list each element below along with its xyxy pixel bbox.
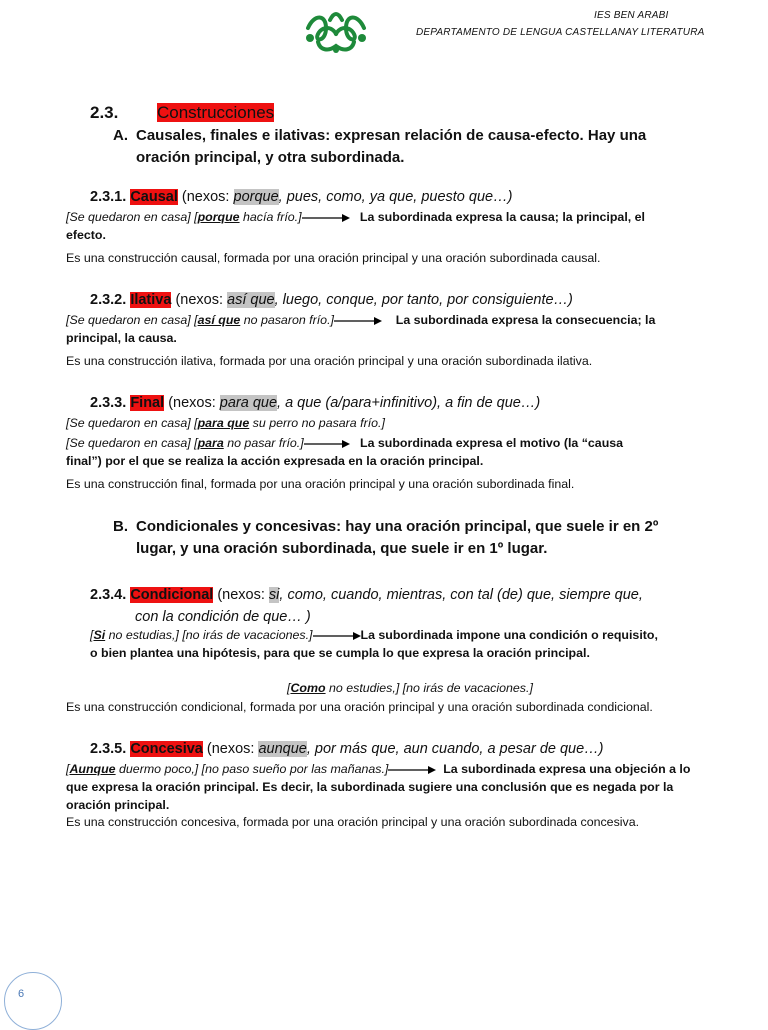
concesiva-label: Concesiva: [130, 741, 203, 757]
section-title: Construcciones: [157, 103, 275, 122]
final-example-2: [Se quedaron en casa] [para no pasar frío.] La subordinada expresa el motivo (la “causa final”) por el que se realiza la acción expresada en la oración principal.: [66, 436, 624, 468]
concesiva-heading: 2.3.5. Concesiva (nexos: aunque, por más que, aun cuando, a pesar de que…): [90, 741, 604, 757]
ilativa-heading: 2.3.2. Ilativa (nexos: así que, luego, conque, por tanto, por consiguiente…): [90, 292, 573, 308]
arrow-right-icon: [334, 316, 382, 326]
ilativa-description: Es una construcción ilativa, formada por una oración principal y una oración subordinada ilativa.: [66, 354, 593, 368]
final-description: Es una construcción final, formada por una oración principal y una oración subordinada final.: [66, 477, 575, 491]
final-example-1: [Se quedaron en casa] [para que su perro no pasara frío.]: [66, 416, 385, 430]
page-number-circle: [4, 972, 62, 1030]
condicional-label: Condicional: [130, 587, 214, 603]
concesiva-example: [Aunque duermo poco,] [no paso sueño por las mañanas.] La subordinada expresa una objeción a lo que expresa la oración principal. Es decir, la subordinada sugiere una conclusión que es negada por la oración principal.: [66, 762, 691, 812]
causal-nexo: porque: [233, 189, 279, 205]
green-knot-logo-icon: [304, 8, 368, 56]
page-number: 6: [18, 988, 25, 1000]
condicional-example-2: [Como no estudies,] [no irás de vacaciones.]: [287, 681, 533, 695]
ilativa-label: Ilativa: [130, 292, 172, 308]
causal-description: Es una construcción causal, formada por una oración principal y una oración subordinada causal.: [66, 251, 601, 265]
part-a-letter: A.: [113, 127, 128, 144]
arrow-right-icon: [313, 631, 361, 641]
condicional-heading-line2: con la condición de que… ): [135, 609, 311, 625]
part-a-heading: Causales, finales e ilativas: expresan relación de causa-efecto. Hay una oración principal, y otra subordinada.: [136, 127, 647, 166]
header-department: DEPARTAMENTO DE LENGUA CASTELLANAY LITERATURA: [416, 27, 705, 38]
final-label: Final: [130, 395, 165, 411]
condicional-heading: 2.3.4. Condicional (nexos: si, como, cuando, mientras, con tal (de) que, siempre que,: [90, 587, 643, 603]
arrow-right-icon: [388, 765, 436, 775]
ilativa-nexo: así que: [227, 292, 275, 308]
ilativa-example: [Se quedaron en casa] [así que no pasaron frío.] La subordinada expresa la consecuencia; la principal, la causa.: [66, 313, 656, 345]
section-number: 2.3.: [90, 103, 119, 122]
condicional-description: Es una construcción condicional, formada por una oración principal y una oración subordinada condicional.: [66, 700, 653, 714]
causal-heading: 2.3.1. Causal (nexos: porque, pues, como, ya que, puesto que…): [90, 189, 513, 205]
final-heading: 2.3.3. Final (nexos: para que, a que (a/para+infinitivo), a fin de que…): [90, 395, 541, 411]
concesiva-description: Es una construcción concesiva, formada por una oración principal y una oración subordinada concesiva.: [66, 815, 640, 829]
header-school: IES BEN ARABI: [594, 10, 669, 21]
arrow-right-icon: [302, 213, 350, 223]
part-b-heading: Condicionales y concesivas: hay una oración principal, que suele ir en 2º lugar, y una oración subordinada, que suele ir en 1º lugar.: [136, 518, 659, 557]
causal-example: [Se quedaron en casa] [porque hacía frío.] La subordinada expresa la causa; la principal, el efecto.: [66, 210, 645, 242]
arrow-right-icon: [304, 439, 350, 449]
condicional-example: [Si no estudias,] [no irás de vacaciones.] La subordinada impone una condición o requisito, o bien plantea una hipótesis, para que se cumpla lo que expresa la oración principal.: [90, 628, 658, 660]
final-nexo: para que: [219, 395, 278, 411]
part-b-letter: B.: [113, 518, 128, 535]
causal-label: Causal: [130, 189, 178, 205]
concesiva-nexo: aunque: [258, 741, 307, 757]
condicional-nexo: si: [268, 587, 280, 603]
